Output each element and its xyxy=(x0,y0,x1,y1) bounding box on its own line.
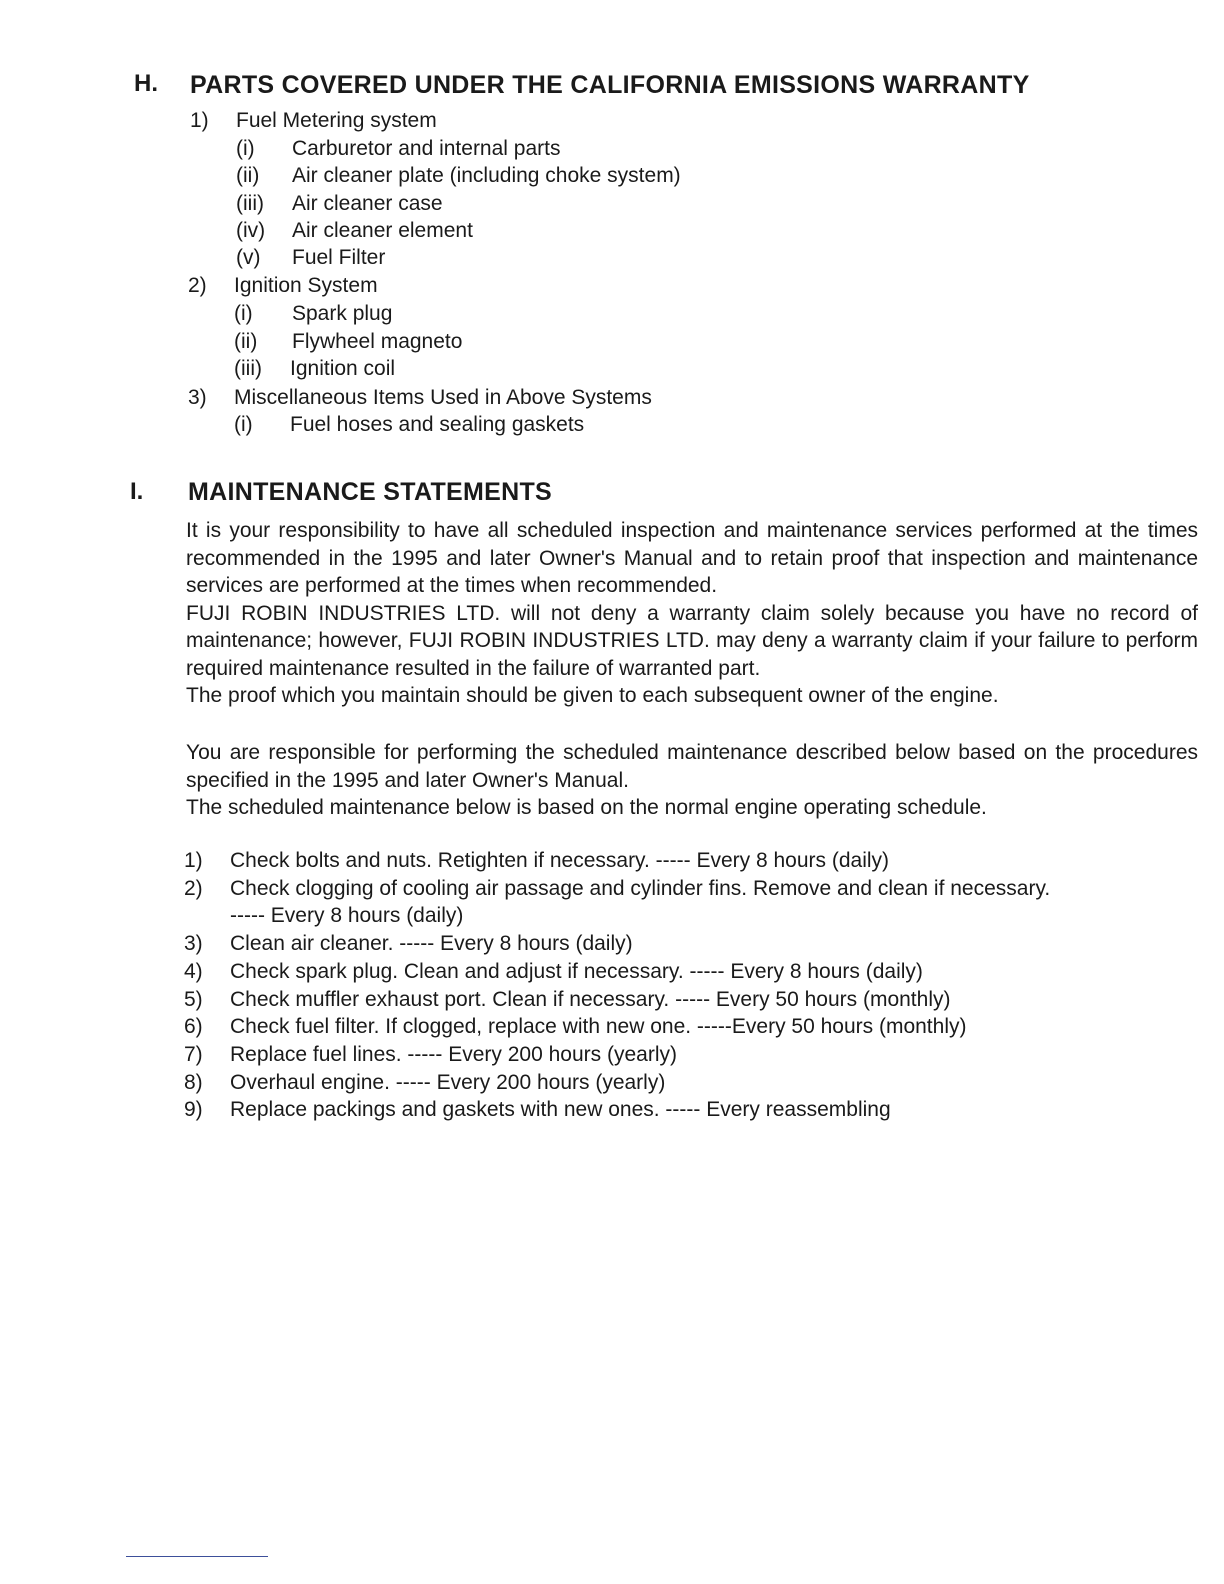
list-item-number: (i) xyxy=(236,137,255,160)
list-item-number: (iii) xyxy=(234,357,262,380)
schedule-item: Replace packings and gaskets with new ones. ----- Every reassembling xyxy=(230,1098,891,1121)
list-item: Air cleaner case xyxy=(292,192,443,215)
list-item-number: (i) xyxy=(234,413,253,436)
list-item: Fuel Filter xyxy=(292,246,386,269)
group-3-label: Miscellaneous Items Used in Above Systems xyxy=(234,386,652,409)
list-item-number: (ii) xyxy=(234,330,258,353)
schedule-number: 8) xyxy=(184,1071,203,1094)
footer-rule xyxy=(126,1556,268,1557)
maintenance-paragraph-1 xyxy=(186,517,1198,710)
schedule-item-continuation: ----- Every 8 hours (daily) xyxy=(230,904,464,927)
schedule-item: Check bolts and nuts. Retighten if necessary. ----- Every 8 hours (daily) xyxy=(230,849,890,872)
list-item: Carburetor and internal parts xyxy=(292,137,561,160)
list-item: Spark plug xyxy=(292,302,393,325)
schedule-number: 6) xyxy=(184,1015,203,1038)
list-item-number: (iv) xyxy=(236,219,266,242)
group-3-number: 3) xyxy=(188,386,207,409)
section-h-title: PARTS COVERED UNDER THE CALIFORNIA EMISSIONS WARRANTY xyxy=(190,71,1030,99)
paragraph-text: It is your responsibility to have all scheduled inspection and maintenance services performed at the times recommended in the 1995 and later Owner's Manual and to retain proof that inspection and maintenance services are performed at the times when recommended. xyxy=(186,519,1198,597)
list-item: Ignition coil xyxy=(290,357,396,380)
section-i-title: MAINTENANCE STATEMENTS xyxy=(188,478,552,506)
list-item: Air cleaner plate (including choke system) xyxy=(292,164,681,187)
schedule-number: 7) xyxy=(184,1043,203,1066)
schedule-item: Check fuel filter. If clogged, replace with new one. -----Every 50 hours (monthly) xyxy=(230,1015,967,1038)
group-1-label: Fuel Metering system xyxy=(236,109,437,132)
schedule-item: Replace fuel lines. ----- Every 200 hours (yearly) xyxy=(230,1043,677,1066)
list-item-number: (ii) xyxy=(236,164,260,187)
list-item: Fuel hoses and sealing gaskets xyxy=(290,413,585,436)
schedule-number: 9) xyxy=(184,1098,203,1121)
schedule-number: 4) xyxy=(184,960,203,983)
paragraph-text: The scheduled maintenance below is based on the normal engine operating schedule. xyxy=(186,796,987,819)
list-item: Flywheel magneto xyxy=(292,330,463,353)
schedule-number: 5) xyxy=(184,988,203,1011)
paragraph-text: You are responsible for performing the scheduled maintenance described below based on the procedures specified in the 1995 and later Owner's Manual. xyxy=(186,741,1198,792)
schedule-item: Check clogging of cooling air passage and cylinder fins. Remove and clean if necessary. xyxy=(230,877,1051,900)
maintenance-paragraph-2 xyxy=(186,739,1198,822)
section-h-letter: H. xyxy=(134,70,158,97)
list-item-number: (i) xyxy=(234,302,253,325)
schedule-item: Check spark plug. Clean and adjust if necessary. ----- Every 8 hours (daily) xyxy=(230,960,923,983)
schedule-number: 3) xyxy=(184,932,203,955)
schedule-number: 2) xyxy=(184,877,203,900)
section-i-letter: I. xyxy=(130,478,144,505)
group-2-number: 2) xyxy=(188,274,207,297)
schedule-item: Clean air cleaner. ----- Every 8 hours (daily) xyxy=(230,932,633,955)
schedule-number: 1) xyxy=(184,849,203,872)
group-1-number: 1) xyxy=(190,109,209,132)
paragraph-text: The proof which you maintain should be given to each subsequent owner of the engine. xyxy=(186,684,999,707)
list-item-number: (iii) xyxy=(236,192,264,215)
group-2-label: Ignition System xyxy=(234,274,378,297)
paragraph-text: FUJI ROBIN INDUSTRIES LTD. will not deny a warranty claim solely because you have no record of maintenance; however, FUJI ROBIN INDUSTRIES LTD. may deny a warranty claim if your failure to perform required maintenance resulted in the failure of warranted part. xyxy=(186,601,1198,680)
schedule-item: Check muffler exhaust port. Clean if necessary. ----- Every 50 hours (monthly) xyxy=(230,988,951,1011)
schedule-item: Overhaul engine. ----- Every 200 hours (yearly) xyxy=(230,1071,666,1094)
list-item-number: (v) xyxy=(236,246,261,269)
list-item: Air cleaner element xyxy=(292,219,473,242)
